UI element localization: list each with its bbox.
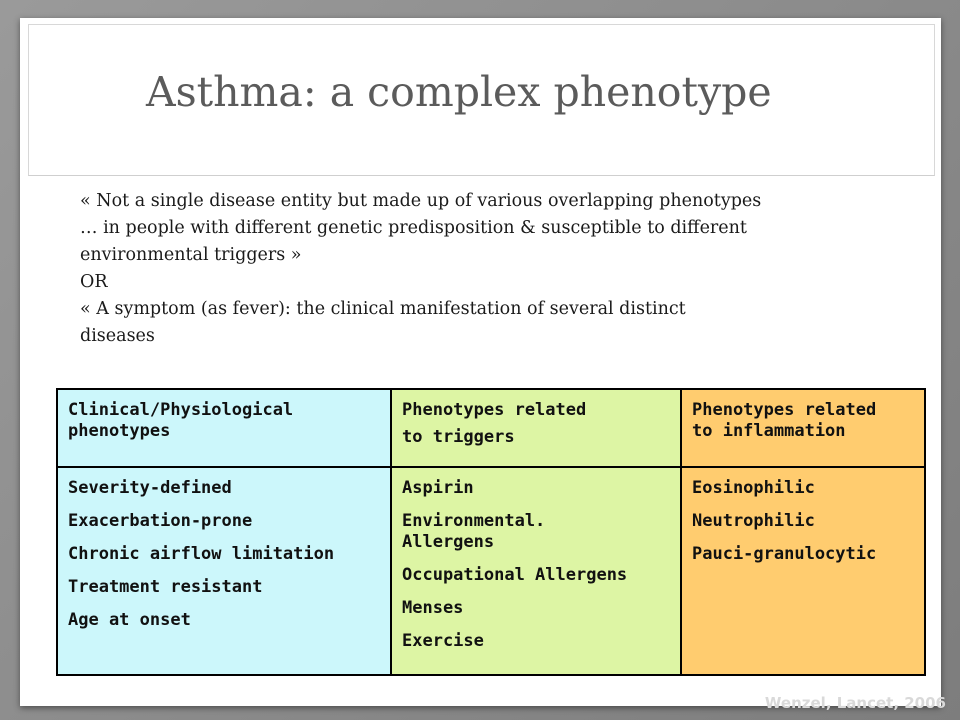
list-item: Aspirin [402,478,474,498]
table-row [57,467,925,675]
list-item: Exacerbation-prone [68,511,253,531]
body-line: OR [80,272,108,292]
list-item: Menses [402,598,464,618]
header-line: phenotypes [68,421,171,441]
header-triggers [391,389,681,467]
header-line: to inflammation [692,421,846,441]
list-item: Environmental. [402,511,546,531]
citation: Wenzel, Lancet, 2006 [764,694,946,712]
inflammation-phenotypes-cell [681,467,925,675]
list-item: Neutrophilic [692,511,815,531]
header-clinical [57,389,391,467]
slide-title: Asthma: a complex phenotype [146,68,772,116]
header-line: to triggers [402,427,515,447]
phenotype-table [56,388,926,676]
list-item: Age at onset [68,610,191,630]
list-item: Treatment resistant [68,577,263,597]
header-inflammation [681,389,925,467]
body-line: « Not a single disease entity but made up of various overlapping phenotypes [80,191,762,211]
body-line: … in people with different genetic predisposition & susceptible to different [80,218,747,238]
body-line: diseases [80,326,155,346]
clinical-phenotypes-cell [57,467,391,675]
list-item: Allergens [402,532,495,552]
list-item: Eosinophilic [692,478,815,498]
list-item: Pauci-granulocytic [692,544,877,564]
header-line: Phenotypes related [692,400,877,420]
body-text [80,188,880,350]
list-item: Exercise [402,631,484,651]
header-line: Phenotypes related [402,400,587,420]
list-item: Occupational Allergens [402,565,628,585]
list-item: Chronic airflow limitation [68,544,335,564]
body-line: environmental triggers » [80,245,302,265]
body-line: « A symptom (as fever): the clinical manifestation of several distinct [80,299,686,319]
table-header-row [57,389,925,467]
header-line: Clinical/Physiological [68,400,294,420]
list-item: Severity-defined [68,478,232,498]
trigger-phenotypes-cell [391,467,681,675]
